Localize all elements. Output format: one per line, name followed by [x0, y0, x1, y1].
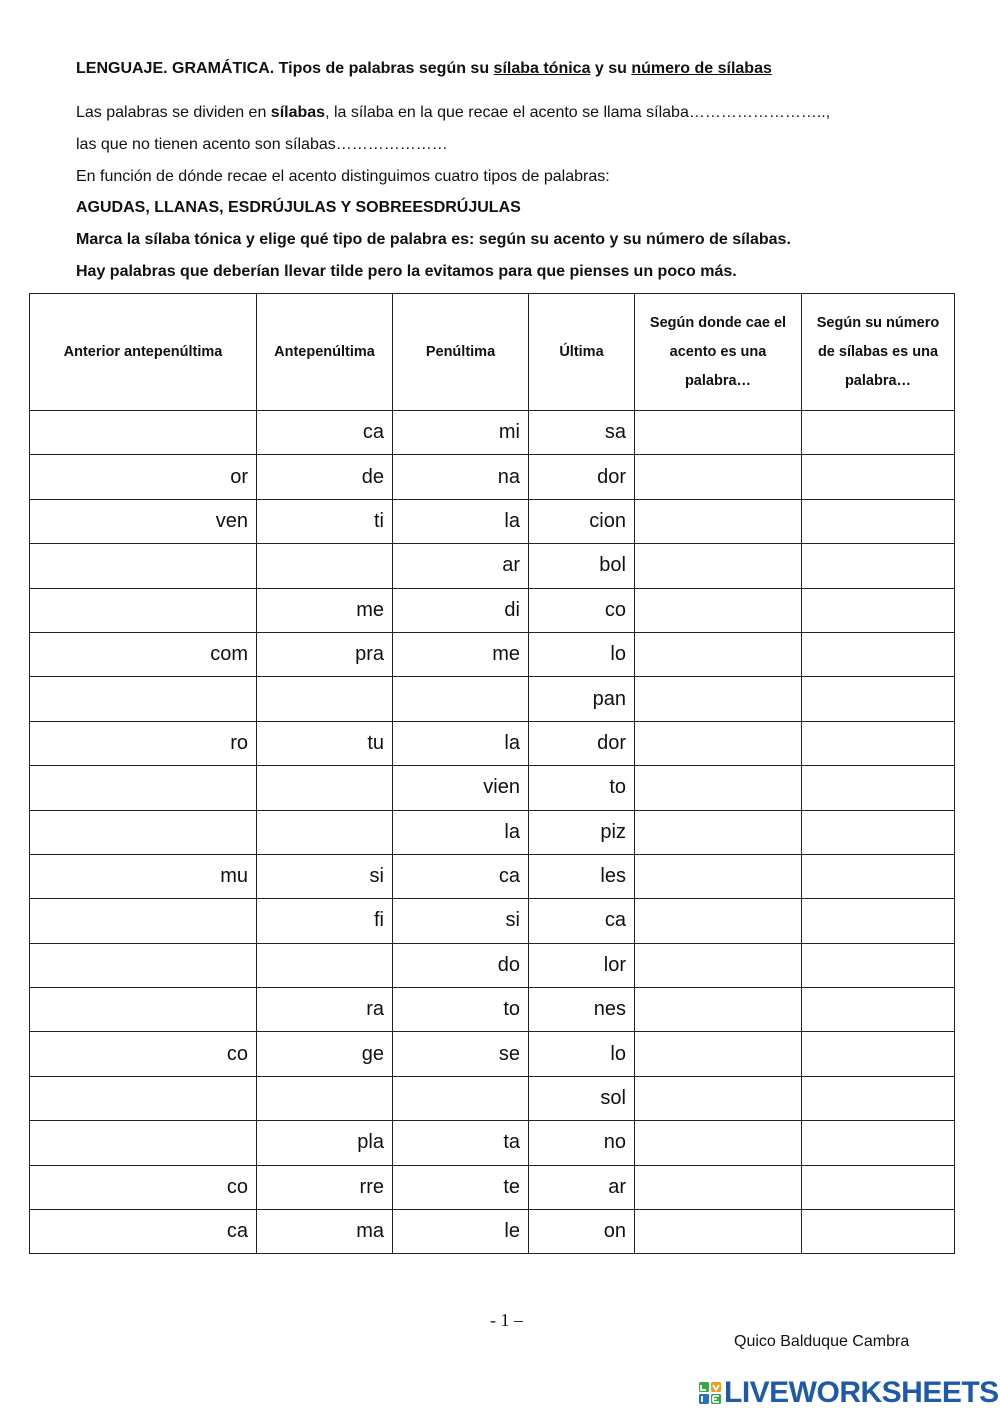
- accent-answer-field[interactable]: [635, 810, 802, 854]
- syllable-cell: [257, 766, 393, 810]
- syllable-cell: ra: [257, 988, 393, 1032]
- syllable-cell: ven: [30, 499, 257, 543]
- accent-answer-field[interactable]: [635, 499, 802, 543]
- table-row: [30, 588, 955, 632]
- accent-answer-field[interactable]: [635, 1121, 802, 1165]
- syllable-cell: ar: [393, 544, 529, 588]
- syllable-cell: di: [393, 588, 529, 632]
- syllable-cell: na: [393, 455, 529, 499]
- brand-wordmark: LIVEWORKSHEETS: [724, 1376, 999, 1409]
- syllable-cell: or: [30, 455, 257, 499]
- header-penultima: Penúltima: [393, 294, 529, 411]
- syllable-cell: ro: [30, 721, 257, 765]
- accent-answer-field[interactable]: [635, 988, 802, 1032]
- syllable-cell: lo: [529, 632, 635, 676]
- syllable-cell: mi: [393, 411, 529, 455]
- syllable-cell: com: [30, 632, 257, 676]
- syllable-count-answer-field[interactable]: [802, 588, 955, 632]
- header-antepenultima: Antepenúltima: [257, 294, 393, 411]
- syllable-cell: do: [393, 943, 529, 987]
- syllable-cell: co: [30, 1165, 257, 1209]
- syllable-table: [29, 293, 955, 1254]
- syllable-cell: [30, 988, 257, 1032]
- syllable-count-answer-field[interactable]: [802, 943, 955, 987]
- syllable-cell: [30, 1121, 257, 1165]
- syllable-cell: ge: [257, 1032, 393, 1076]
- accent-answer-field[interactable]: [635, 1210, 802, 1254]
- syllable-cell: [30, 1076, 257, 1120]
- header-silabas-count: Según su número de sílabas es una palabra…: [802, 294, 955, 411]
- intro-line-1-post: , la sílaba en la que recae el acento se llama sílaba……………………..,: [325, 104, 831, 121]
- intro-line-1: [76, 104, 830, 122]
- syllable-count-answer-field[interactable]: [802, 499, 955, 543]
- syllable-cell: rre: [257, 1165, 393, 1209]
- title-underlined-silaba-tonica: sílaba tónica: [493, 60, 591, 77]
- syllable-cell: tu: [257, 721, 393, 765]
- syllable-cell: [257, 810, 393, 854]
- intro-line-2: las que no tienen acento son sílabas…………………: [76, 136, 448, 153]
- worksheet-title: [76, 60, 772, 78]
- header-acento-type: Según donde cae el acento es una palabra…: [635, 294, 802, 411]
- table-row: [30, 632, 955, 676]
- syllable-count-answer-field[interactable]: [802, 1210, 955, 1254]
- accent-answer-field[interactable]: [635, 721, 802, 765]
- accent-answer-field[interactable]: [635, 1076, 802, 1120]
- table-row: [30, 1210, 955, 1254]
- syllable-count-answer-field[interactable]: [802, 854, 955, 898]
- syllable-cell: pla: [257, 1121, 393, 1165]
- table-row: [30, 899, 955, 943]
- syllable-cell: la: [393, 721, 529, 765]
- syllable-cell: ma: [257, 1210, 393, 1254]
- title-text-mid: y su: [590, 60, 632, 77]
- syllable-cell: dor: [529, 721, 635, 765]
- liveworksheets-brand: [698, 1376, 999, 1410]
- page-number: - 1 –: [490, 1310, 523, 1330]
- header-ultima: Última: [529, 294, 635, 411]
- syllable-cell: ca: [30, 1210, 257, 1254]
- syllable-cell: cion: [529, 499, 635, 543]
- syllable-cell: ca: [393, 854, 529, 898]
- accent-answer-field[interactable]: [635, 455, 802, 499]
- syllable-cell: la: [393, 499, 529, 543]
- syllable-cell: sol: [529, 1076, 635, 1120]
- table-row: [30, 677, 955, 721]
- syllable-cell: me: [257, 588, 393, 632]
- syllable-cell: [30, 943, 257, 987]
- syllable-cell: [30, 411, 257, 455]
- accent-answer-field[interactable]: [635, 1165, 802, 1209]
- accent-answer-field[interactable]: [635, 411, 802, 455]
- syllable-cell: dor: [529, 455, 635, 499]
- accent-answer-field[interactable]: [635, 632, 802, 676]
- table-row: [30, 455, 955, 499]
- syllable-cell: ca: [529, 899, 635, 943]
- accent-answer-field[interactable]: [635, 899, 802, 943]
- syllable-count-answer-field[interactable]: [802, 766, 955, 810]
- accent-answer-field[interactable]: [635, 544, 802, 588]
- syllable-count-answer-field[interactable]: [802, 899, 955, 943]
- table-row: [30, 810, 955, 854]
- syllable-count-answer-field[interactable]: [802, 677, 955, 721]
- syllable-count-answer-field[interactable]: [802, 1121, 955, 1165]
- table-row: [30, 1165, 955, 1209]
- syllable-cell: te: [393, 1165, 529, 1209]
- syllable-count-answer-field[interactable]: [802, 721, 955, 765]
- table-row: [30, 943, 955, 987]
- syllable-cell: no: [529, 1121, 635, 1165]
- syllable-cell: ti: [257, 499, 393, 543]
- table-row: [30, 766, 955, 810]
- syllable-cell: si: [257, 854, 393, 898]
- syllable-cell: bol: [529, 544, 635, 588]
- syllable-cell: co: [529, 588, 635, 632]
- syllable-cell: sa: [529, 411, 635, 455]
- syllable-cell: ta: [393, 1121, 529, 1165]
- syllable-cell: [257, 1076, 393, 1120]
- table-row: [30, 1032, 955, 1076]
- syllable-cell: les: [529, 854, 635, 898]
- syllable-cell: [30, 677, 257, 721]
- syllable-cell: le: [393, 1210, 529, 1254]
- syllable-count-answer-field[interactable]: [802, 455, 955, 499]
- syllable-cell: me: [393, 632, 529, 676]
- table-row: [30, 988, 955, 1032]
- word-types-heading: AGUDAS, LLANAS, ESDRÚJULAS Y SOBREESDRÚJULAS: [76, 199, 521, 216]
- instruction-line: Marca la sílaba tónica y elige qué tipo de palabra es: según su acento y su número de sílabas.: [76, 231, 791, 248]
- accent-answer-field[interactable]: [635, 677, 802, 721]
- syllable-cell: mu: [30, 854, 257, 898]
- liveworksheets-logo-icon: [698, 1381, 722, 1405]
- syllable-cell: [30, 810, 257, 854]
- syllable-count-answer-field[interactable]: [802, 411, 955, 455]
- syllable-count-answer-field[interactable]: [802, 1076, 955, 1120]
- header-anterior-antepenultima: Anterior antepenúltima: [30, 294, 257, 411]
- intro-line-1-bold: sílabas: [270, 104, 326, 121]
- title-text-part1: LENGUAJE. GRAMÁTICA. Tipos de palabras según su: [76, 60, 494, 77]
- table-header-row: [30, 294, 955, 411]
- syllable-cell: to: [529, 766, 635, 810]
- syllable-cell: on: [529, 1210, 635, 1254]
- syllable-cell: de: [257, 455, 393, 499]
- syllable-cell: lor: [529, 943, 635, 987]
- syllable-cell: pan: [529, 677, 635, 721]
- syllable-count-answer-field[interactable]: [802, 1165, 955, 1209]
- syllable-cell: [30, 899, 257, 943]
- syllable-count-answer-field[interactable]: [802, 810, 955, 854]
- intro-line-3: En función de dónde recae el acento distinguimos cuatro tipos de palabras:: [76, 168, 610, 185]
- syllable-cell: [257, 677, 393, 721]
- table-row: [30, 1076, 955, 1120]
- syllable-cell: [257, 943, 393, 987]
- syllable-cell: ca: [257, 411, 393, 455]
- syllable-cell: co: [30, 1032, 257, 1076]
- table-row: [30, 411, 955, 455]
- syllable-cell: [393, 1076, 529, 1120]
- syllable-cell: pra: [257, 632, 393, 676]
- syllable-cell: fi: [257, 899, 393, 943]
- author-name: Quico Balduque Cambra: [734, 1333, 910, 1350]
- syllable-cell: to: [393, 988, 529, 1032]
- intro-line-1-pre: Las palabras se dividen en: [76, 104, 271, 121]
- accent-answer-field[interactable]: [635, 854, 802, 898]
- syllable-cell: [30, 588, 257, 632]
- syllable-cell: piz: [529, 810, 635, 854]
- syllable-cell: [30, 766, 257, 810]
- syllable-cell: vien: [393, 766, 529, 810]
- syllable-cell: [30, 544, 257, 588]
- table-row: [30, 854, 955, 898]
- title-underlined-numero-silabas: número de sílabas: [631, 60, 772, 77]
- table-row: [30, 1121, 955, 1165]
- table-row: [30, 499, 955, 543]
- syllable-cell: la: [393, 810, 529, 854]
- syllable-count-answer-field[interactable]: [802, 632, 955, 676]
- syllable-cell: [257, 544, 393, 588]
- accent-answer-field[interactable]: [635, 943, 802, 987]
- syllable-cell: si: [393, 899, 529, 943]
- accent-answer-field[interactable]: [635, 766, 802, 810]
- tilde-note-line: Hay palabras que deberían llevar tilde pero la evitamos para que pienses un poco más.: [76, 263, 737, 280]
- syllable-cell: se: [393, 1032, 529, 1076]
- syllable-count-answer-field[interactable]: [802, 988, 955, 1032]
- accent-answer-field[interactable]: [635, 1032, 802, 1076]
- table-row: [30, 721, 955, 765]
- syllable-count-answer-field[interactable]: [802, 544, 955, 588]
- syllable-cell: lo: [529, 1032, 635, 1076]
- syllable-cell: nes: [529, 988, 635, 1032]
- syllable-count-answer-field[interactable]: [802, 1032, 955, 1076]
- syllable-cell: ar: [529, 1165, 635, 1209]
- syllable-cell: [393, 677, 529, 721]
- table-row: [30, 544, 955, 588]
- accent-answer-field[interactable]: [635, 588, 802, 632]
